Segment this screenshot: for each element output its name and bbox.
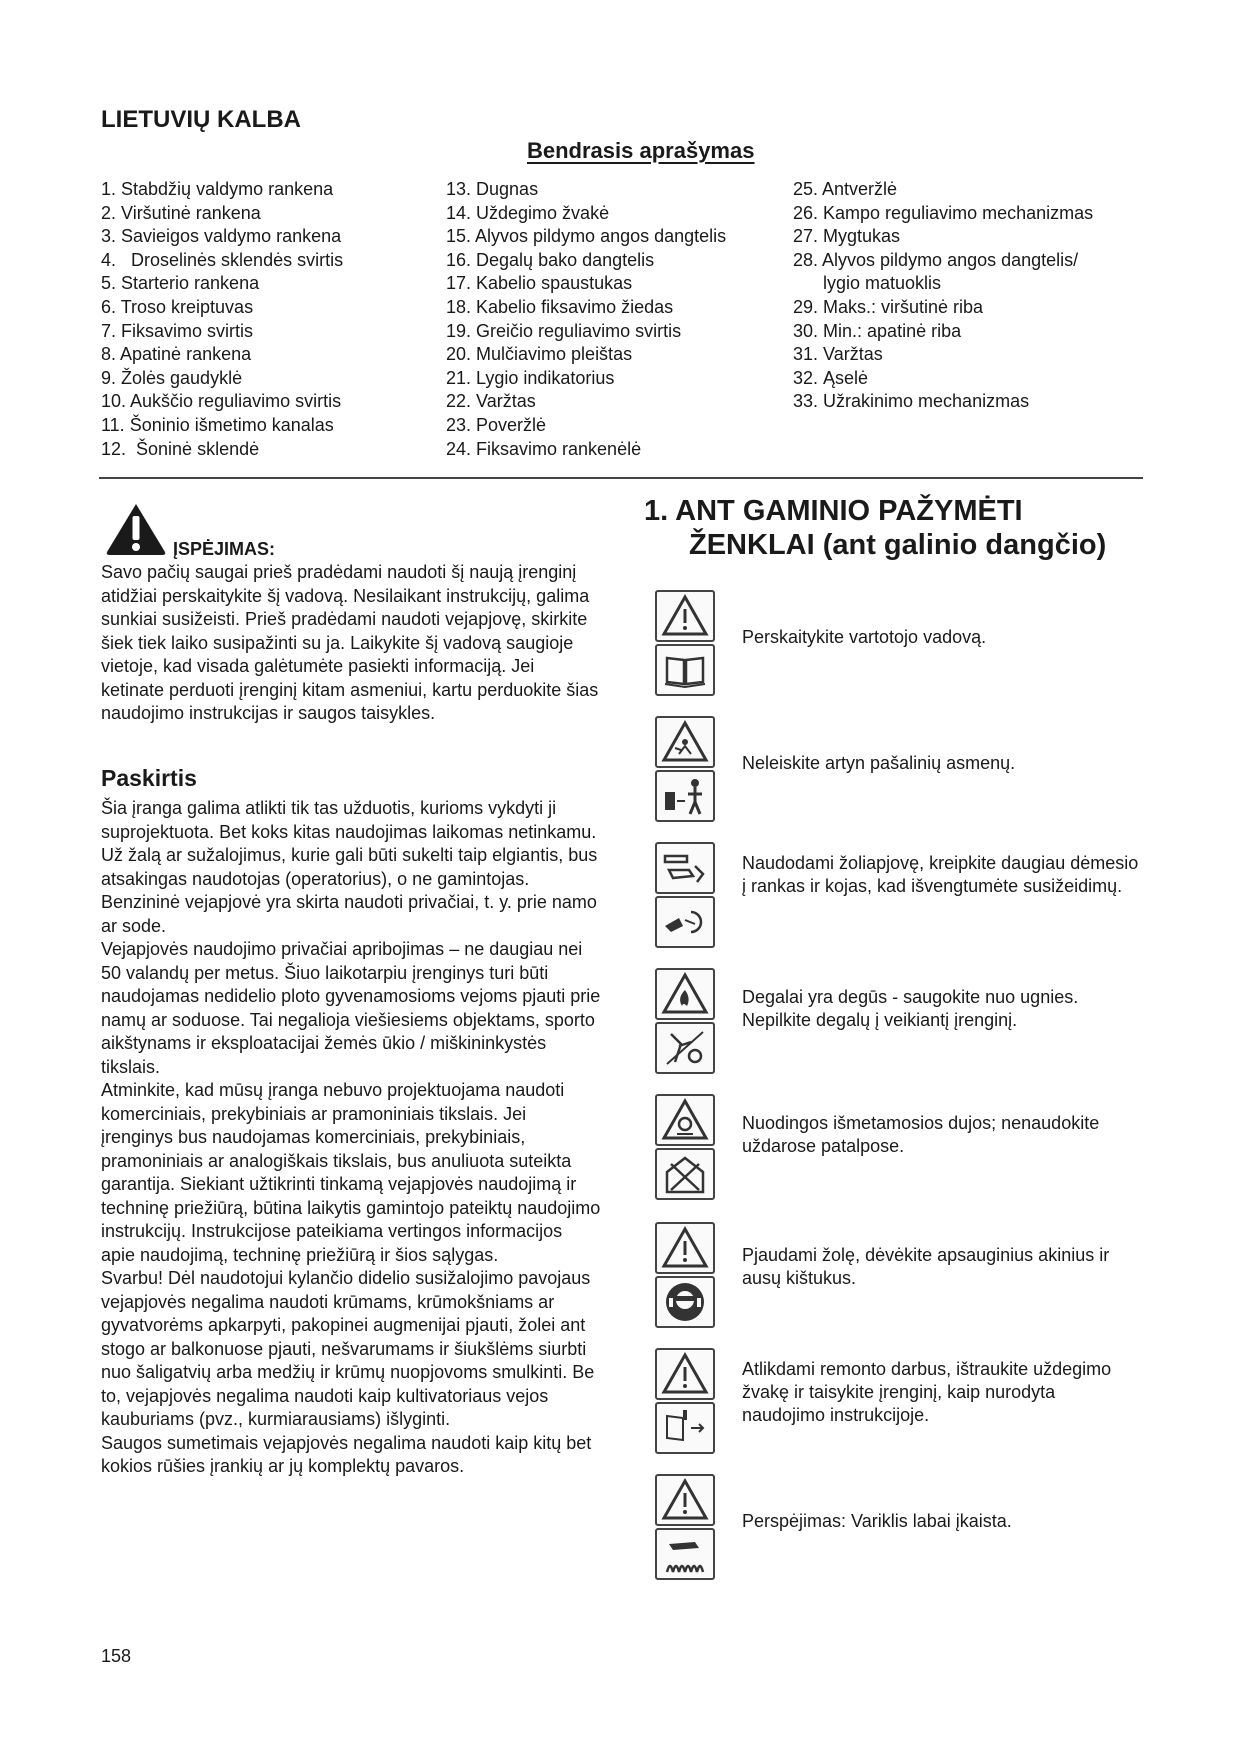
foot-blade-icon (655, 896, 715, 948)
warning-triangle-icon (655, 590, 715, 642)
parts-list-col2 (446, 178, 726, 461)
part-item: 2. Viršutinė rankena (101, 202, 261, 223)
sign-text: Nuodingos išmetamosios dujos; nenaudokite uždarose patalpose. (742, 1113, 1100, 1156)
part-item: 25. Antveržlė (793, 179, 898, 199)
parts-list-col1 (101, 178, 343, 461)
flammable-warning-icon (655, 968, 715, 1020)
sign-text: Perskaitykite vartotojo vadovą. (742, 627, 987, 647)
part-item: 14. Uždegimo žvakė (446, 202, 610, 223)
part-item: 5. Starterio rankena (101, 273, 260, 294)
purpose-paragraph: Svarbu! Dėl naudotojui kylančio didelio susižalojimo pavojaus vejapjovės negalima naudoti krūmams, krūmokšniams ar gyvatvorėms apkarpyti, pakopinei augmenijai pjauti, žolei ant stogo ar balkonuose pjauti, nešvarumams ir šiukšlėms siurbti nuo šaligatvių arba medžių ir krūmų nuopjovoms smulkinti. Be to, vejapjovės negalima naudoti kaip kultivatoriaus vejos kauburiams (pvz., kurmiarausiams) išlyginti. (101, 1268, 595, 1429)
part-item: 26. Kampo reguliavimo mechanizmas (793, 202, 1094, 223)
part-item: 19. Greičio reguliavimo svirtis (446, 320, 682, 341)
part-item: 13. Dugnas (446, 179, 539, 199)
sign-text: Naudodami žoliapjovę, kreipkite daugiau dėmesio į rankas ir kojas, kad išvengtumėte susižeidimų. (742, 853, 1139, 896)
spark-plug-disconnect-icon (655, 1402, 715, 1454)
hand-blade-icon (655, 842, 715, 894)
hot-surface-icon (655, 1528, 715, 1580)
eye-ear-protection-icon (655, 1276, 715, 1328)
part-item: 31. Varžtas (793, 344, 883, 365)
section-title (644, 494, 1106, 562)
warning-triangle-icon (105, 502, 167, 556)
section-title-line1: 1. ANT GAMINIO PAŽYMĖTI (644, 495, 1023, 527)
keep-bystanders-away-icon (655, 770, 715, 822)
parts-list-col3 (793, 178, 1093, 414)
section-divider (99, 477, 1143, 479)
purpose-paragraph: Benzininė vejapjovė yra skirta naudoti privačiai, t. y. prie namo ar sode. (101, 892, 597, 936)
manual-book-icon (655, 644, 715, 696)
part-item: 29. Maks.: viršutinė riba (793, 296, 984, 317)
language-heading: LIETUVIŲ KALBA (101, 106, 301, 133)
part-item: 4. Droselinės sklendės svirtis (101, 249, 344, 270)
part-item: 24. Fiksavimo rankenėlė (446, 438, 642, 459)
part-item: 33. Užrakinimo mechanizmas (793, 391, 1030, 412)
sign-text: Pjaudami žolę, dėvėkite apsauginius akinius ir ausų kištukus. (742, 1245, 1110, 1288)
no-refuel-running-icon (655, 1022, 715, 1074)
part-item: 1. Stabdžių valdymo rankena (101, 179, 334, 199)
part-item: 23. Poveržlė (446, 414, 547, 435)
projectile-warning-icon (655, 716, 715, 768)
part-item: 20. Mulčiavimo pleištas (446, 344, 633, 365)
general-description-title: Bendrasis aprašymas (527, 138, 755, 163)
part-item: 27. Mygtukas (793, 226, 901, 247)
part-item: 6. Troso kreiptuvas (101, 296, 254, 317)
warning-triangle-icon (655, 1348, 715, 1400)
sign-text: Neleiskite artyn pašalinių asmenų. (742, 753, 1016, 773)
part-item: 12. Šoninė sklendė (101, 438, 260, 459)
sign-text: Degalai yra degūs - saugokite nuo ugnies. Nepilkite degalų į veikiantį įrenginį. (742, 987, 1079, 1030)
part-item: 10. Aukščio reguliavimo svirtis (101, 391, 342, 412)
sign-text: Atlikdami remonto darbus, ištraukite uždegimo žvakę ir taisykite įrenginį, kaip nurodyta naudojimo instrukcijoje. (742, 1359, 1112, 1425)
page-number: 158 (101, 1646, 132, 1666)
part-item: lygio matuoklis (793, 273, 942, 294)
part-item: 7. Fiksavimo svirtis (101, 320, 254, 341)
part-item: 18. Kabelio fiksavimo žiedas (446, 296, 674, 317)
part-item: 9. Žolės gaudyklė (101, 367, 243, 388)
purpose-paragraph: Atminkite, kad mūsų įranga nebuvo projektuojama naudoti komerciniais, prekybiniais ar pramoniniais tikslais. Jei įrenginys bus naudojamas komerciniais, prekybiniais, pramoniniais ar analogiškais tikslais, bus anuliuota suteikta garantija. Siekiant užtikrinti tinkamą vejapjovės naudojimą ir techninę priežiūrą, būtina laikytis gamintojo pateiktų naudojimo instrukcijų. Instrukcijose pateikiama vertingos informacijos apie naudojimą, techninę priežiūrą ir šios sąlygas. (101, 1080, 601, 1265)
part-item: 21. Lygio indikatorius (446, 367, 615, 388)
purpose-paragraph: Saugos sumetimais vejapjovės negalima naudoti kaip kitų bet kokios rūšies įrankių ar jų komplektų pavaros. (101, 1432, 592, 1476)
section-title-line2: ŽENKLAI (ant galinio dangčio) (689, 529, 1107, 561)
purpose-heading: Paskirtis (101, 765, 197, 791)
warning-label: ĮSPĖJIMAS: (173, 539, 276, 559)
no-indoor-use-icon (655, 1148, 715, 1200)
part-item: 3. Savieigos valdymo rankena (101, 226, 342, 247)
part-item: 11. Šoninio išmetimo kanalas (101, 414, 334, 435)
part-item: 15. Alyvos pildymo angos dangtelis (446, 226, 727, 247)
sign-text: Perspėjimas: Variklis labai įkaista. (742, 1511, 1012, 1531)
warning-text: Savo pačių saugai prieš pradėdami naudoti šį naują įrenginį atidžiai perskaitykite šį vadovą. Nesilaikant instrukcijų, galima sunkiai susižeisti. Prieš pradėdami naudoti vejapjovę, skirkite šiek tiek laiko susipažinti su ja. Laikykite šį vadovą saugioje vietoje, kad visada galėtumėte pasiekti informaciją. Jei ketinate perduoti įrenginį kitam asmeniui, kartu perduokite šias naudojimo instrukcijas ir saugos taisykles. (101, 562, 599, 723)
purpose-text (101, 797, 601, 1479)
purpose-paragraph: Vejapjovės naudojimo privačiai apribojimas – ne daugiau nei 50 valandų per metus. Šiuo laikotarpiu įrenginys turi būti naudojamas nedidelio ploto gyvenamosioms vejoms pjauti prie namų ar soduose. Tai negalioja viešiesiems objektams, sporto aikštynams ir eksploatacijai žemės ūkio / miškininkystės tikslais. (101, 939, 601, 1077)
warning-triangle-icon (655, 1474, 715, 1526)
purpose-paragraph: Šia įranga galima atlikti tik tas užduotis, kurioms vykdyti ji suprojektuota. Bet koks kitas naudojimas laikomas netinkamu. Už žalą ar sužalojimus, kurie gali būti sukelti taip elgiantis, bus atsakingas naudotojas (operatorius), o ne gamintojas. (101, 798, 598, 889)
part-item: 16. Degalų bako dangtelis (446, 249, 655, 270)
part-item: 17. Kabelio spaustukas (446, 273, 633, 294)
part-item: 30. Min.: apatinė riba (793, 320, 962, 341)
warning-triangle-icon (655, 1222, 715, 1274)
toxic-fumes-icon (655, 1094, 715, 1146)
part-item: 28. Alyvos pildymo angos dangtelis/ (793, 249, 1079, 270)
part-item: 22. Varžtas (446, 391, 536, 412)
part-item: 32. Ąselė (793, 367, 869, 388)
part-item: 8. Apatinė rankena (101, 344, 252, 365)
